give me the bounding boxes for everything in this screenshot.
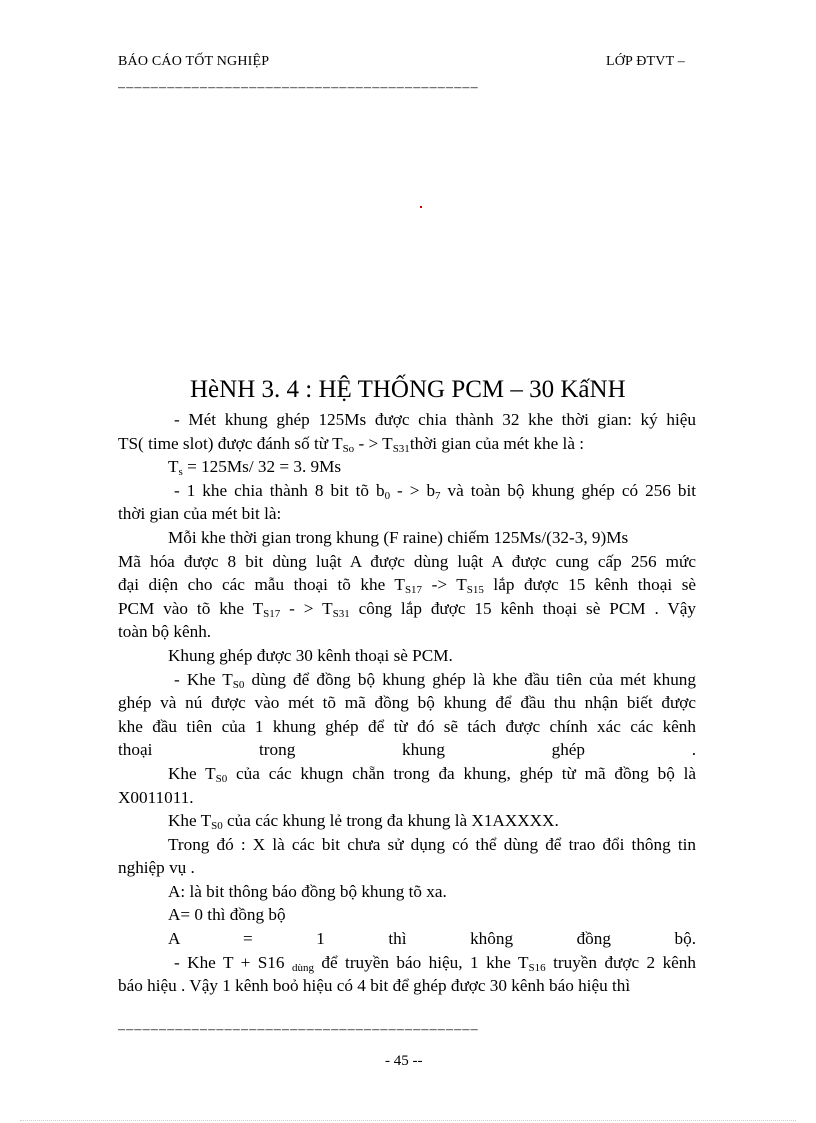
- para-7b: ghép và nú được vào mét tõ mã đồng bộ khung để đầu thu nhận biết được: [118, 693, 696, 713]
- para-10b: nghiệp vụ .: [118, 858, 195, 878]
- para-10: Trong đó : X là các bit chưa sử dụng có thể dùng để trao đổi thông tin: [168, 834, 696, 854]
- para-6: Khung ghép được 30 kênh thoại sè PCM.: [168, 645, 453, 665]
- para-8b: X0011011.: [118, 787, 194, 807]
- para-7: - Khe $T_{S0}$ dùng để đồng bộ khung ghép là khe đầu tiên của mét khung: [174, 669, 696, 691]
- para-12: A= 0 thì đồng bộ: [168, 905, 286, 925]
- figure-caption: HèNH 3. 4 : HỆ THỐNG PCM – 30 KấNH: [190, 376, 626, 403]
- para-7c: khe đầu tiên của 1 khung ghép để từ đó sẽ tách được chính xác các kênh: [118, 716, 696, 736]
- para-7d: thoại trong khung ghép .: [118, 740, 696, 760]
- body-text: [118, 408, 696, 998]
- para-5a: Mã hóa được 8 bit dùng luật A được dùng luật A được cung cấp 256 mức: [118, 551, 696, 571]
- page-number: - 45 --: [385, 1053, 423, 1069]
- para-9: Khe $T_{S0}$ của các khung lẻ trong đa khung là X1AXXXX.: [168, 811, 559, 833]
- para-3: - 1 khe chia thành 8 bit tõ $b_0$ - > $b_7$ và toàn bộ khung ghép có 256 bit: [174, 480, 696, 502]
- para-13: A = 1 thì không đồng bộ.: [168, 929, 696, 949]
- para-4: Mỗi khe thời gian trong khung (F raine) chiếm 125Ms/(32-3, 9)Ms: [168, 527, 629, 547]
- para-5d: toàn bộ kênh.: [118, 622, 212, 642]
- para-2: $T_s = 125Ms/$ 32 = 3. 9Ms: [168, 457, 342, 479]
- para-1b: TS( time slot) được đánh số từ $T_{So}$ - > $T_{S31}thời$ gian của mét khe là :: [118, 433, 585, 455]
- para-11: A: là bit thông báo đồng bộ khung tõ xa.: [168, 881, 447, 901]
- para-1: - Mét khung ghép 125Ms được chia thành 32 khe thời gian: ký hiệu: [174, 410, 696, 429]
- header-left: BÁO CÁO TỐT NGHIỆP: [118, 54, 270, 69]
- footer-rule: ––––––––––––––––––––––––––––––––––––––––––––: [118, 1022, 479, 1037]
- page-edge: [20, 1120, 796, 1121]
- para-5b: đại diện cho các mẫu thoại tõ khe $T_{S17} -> T_{S15}$ lắp được 15 kênh thoại sè: [118, 575, 697, 597]
- header-right: LỚP ĐTVT –: [606, 54, 685, 69]
- para-5c: PCM vào tõ khe $T_{S17}$ - > $T_{S31}$ công lắp được 15 kênh thoại sè PCM . Vậy: [118, 598, 696, 620]
- para-8: Khe $T_{S0}$ của các khugn chẵn trong đa khung, ghép từ mã đồng bộ là: [168, 763, 696, 785]
- para-14: - Khe T + S16 $_{dùng}$ để truyền báo hiệu, 1 khe $T_{S16}$ truyền được 2 kênh: [174, 952, 696, 974]
- para-14b: báo hiệu . Vậy 1 kênh boỏ hiệu có 4 bit để ghép được 30 kênh báo hiệu thì: [118, 976, 631, 996]
- header-rule: ––––––––––––––––––––––––––––––––––––––––––––: [118, 80, 479, 95]
- para-3b: thời gian của mét bit là:: [118, 504, 282, 524]
- red-dot-mark: [420, 206, 422, 208]
